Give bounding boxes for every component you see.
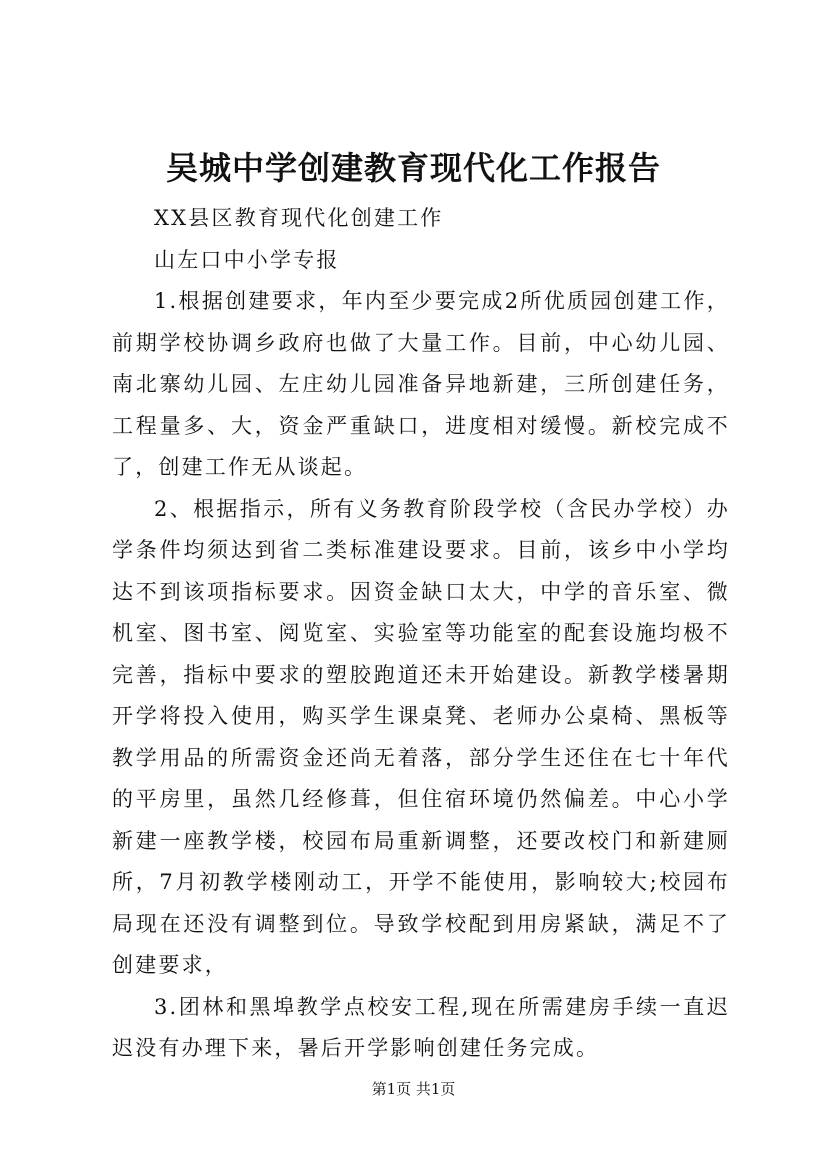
paragraph-subtitle-1: XX县区教育现代化创建工作 bbox=[154, 206, 444, 230]
document-body bbox=[112, 198, 730, 1070]
paragraph-item-1: 1.根据创建要求，年内至少要完成2所优质园创建工作，前期学校协调乡政府也做了大量工作。目前，中心幼儿园、南北寨幼儿园、左庄幼儿园准备异地新建，三所创建任务，工程量多、大，资金严重缺口，进度相对缓慢。新校完成不了，创建工作无从谈起。 bbox=[112, 289, 730, 479]
paragraph-item-3: 3.团林和黑埠教学点校安工程,现在所需建房手续一直迟迟没有办理下来，暑后开学影响创建任务完成。 bbox=[112, 994, 730, 1060]
page-footer: 第1页 共1页 bbox=[371, 1080, 456, 1098]
paragraph-item-2: 2、根据指示，所有义务教育阶段学校（含民办学校）办学条件均须达到省二类标准建设要求。目前，该乡中小学均达不到该项指标要求。因资金缺口太大，中学的音乐室、微机室、图书室、阅览室、实验室等功能室的配套设施均极不完善，指标中要求的塑胶跑道还未开始建设。新教学楼暑期开学将投入使用，购买学生课桌凳、老师办公桌椅、黑板等教学用品的所需资金还尚无着落，部分学生还住在七十年代的平房里，虽然几经修葺，但住宿环境仍然偏差。中心小学新建一座教学楼，校园布局重新调整，还要改校门和新建厕所，7月初教学楼刚动工，开学不能使用，影响较大;校园布局现在还没有调整到位。导致学校配到用房紧缺，满足不了创建要求， bbox=[112, 496, 730, 977]
document-title: 吴城中学创建教育现代化工作报告 bbox=[165, 149, 661, 187]
paragraph-subtitle-2: 山左口中小学专报 bbox=[154, 247, 340, 272]
